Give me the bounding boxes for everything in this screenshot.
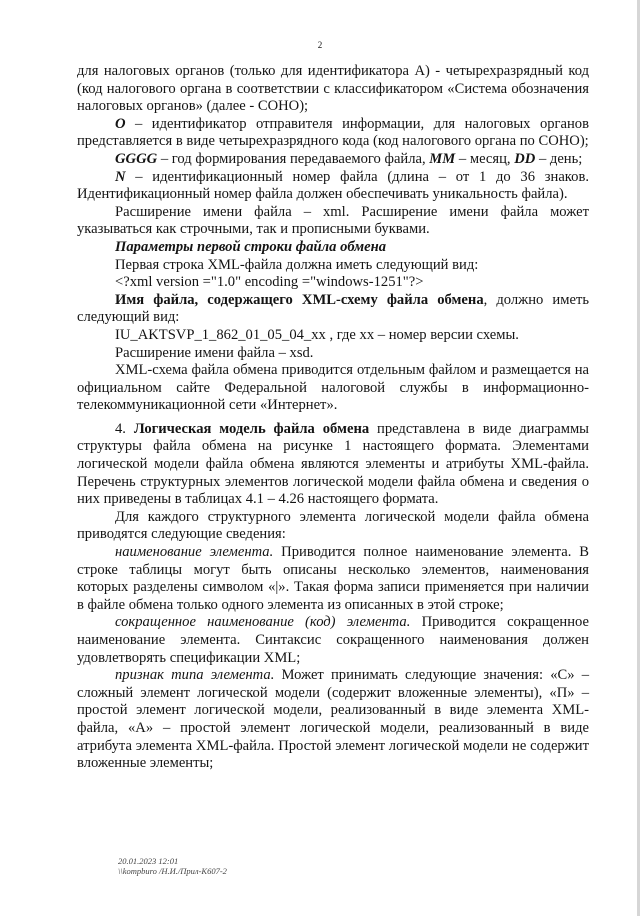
paragraph-15-text: Приводится сокращенное наименование элемента. Синтаксис сокращенного наименования должен удовлетворять спецификации XML; xyxy=(77,614,589,666)
schema-file-name: IU_AKTSVP_1_862_01_05_04_xx , где хх – номер версии схемы. xyxy=(115,326,519,343)
paragraph-16 xyxy=(77,667,589,773)
paragraph-14-text: Приводится полное наименование элемента. В строке таблицы могут быть описаны несколько элементов, наименования которых разделены символом «|». Такая форма записи применяется при наличии в файле обмена только одного элемента из описанных в этой строке; xyxy=(77,544,590,613)
paragraph-3-text-3: – день; xyxy=(535,150,583,167)
paragraph-3 xyxy=(77,151,589,169)
paragraph-14 xyxy=(77,544,589,614)
section-heading: Параметры первой строки файла обмена xyxy=(115,238,387,255)
paragraph-8 xyxy=(77,292,589,327)
code-n: N xyxy=(115,168,126,185)
element-name-term: наименование элемента. xyxy=(115,544,274,561)
document-body xyxy=(77,63,589,773)
print-footer xyxy=(118,856,227,876)
paragraph-3-text-2: – месяц, xyxy=(455,150,515,167)
paragraph-4 xyxy=(77,169,589,204)
footer-timestamp: 20.01.2023 12:01 xyxy=(118,856,179,866)
paragraph-6: Первая строка XML-файла должна иметь следующий вид: xyxy=(115,256,479,273)
paragraph-2-text: – идентификатор отправителя информации, для налоговых органов представляется в виде четырехразрядного кода (код налогового органа по СОНО); xyxy=(77,115,589,150)
paragraph-12-text: представлена в виде диаграммы структуры файла обмена на рисунке 1 настоящего формата. Элементами логической модели файла обмена являются элементы и атрибуты XML-файла. Перечень структурных элементов логической модели файла обмена и сведения о них приведены в таблицах 4.1 – 4.26 настоящего формата. xyxy=(77,420,589,508)
paragraph-3-text-1: – год формирования передаваемого файла, xyxy=(157,150,430,167)
paragraph-4-text: – идентификационный номер файла (длина – от 1 до 36 знаков. Идентификационный номер файла должен обеспечивать уникальность файла). xyxy=(77,168,589,203)
element-type-term: признак типа элемента. xyxy=(115,667,275,684)
section-number: 4. xyxy=(115,420,134,437)
schema-file-name-label: Имя файла, содержащего XML-схему файла обмена xyxy=(115,291,484,308)
logical-model-label: Логическая модель файла обмена xyxy=(133,420,370,437)
xml-declaration: <?xml version ="1.0" encoding ="windows-1251"?> xyxy=(115,274,424,291)
paragraph-1: для налоговых органов (только для идентификатора А) - четырехразрядный код (код налогового органа в соответствии с классификатором «Система обозначения налоговых органов» (далее - СОНО); xyxy=(77,63,589,115)
element-code-term: сокращенное наименование (код) элемента. xyxy=(115,614,411,631)
code-o: O xyxy=(115,115,126,132)
paragraph-16-text: Может принимать следующие значения: «С» – сложный элемент логической модели (содержит вложенные элементы), «П» – простой элемент логической модели, реализованный в виде элемента XML-файла, «А» – простой элемент логической модели, реализованный в виде атрибута элемента XML-файла. Простой элемент логической модели не содержит вложенные элементы; xyxy=(77,667,589,772)
code-mm: MM xyxy=(429,150,456,167)
paragraph-8-text: , должно иметь следующий вид: xyxy=(77,291,589,326)
page-number: 2 xyxy=(317,40,323,50)
paragraph-2 xyxy=(77,116,589,151)
paragraph-15 xyxy=(77,614,589,667)
paragraph-5: Расширение имени файла – xml. Расширение имени файла может указываться как строчными, так и прописными буквами. xyxy=(77,203,589,238)
code-dd: DD xyxy=(514,150,536,167)
footer-path: \\kompburo /Н.И./Прил-К607-2 xyxy=(118,866,227,876)
paragraph-13: Для каждого структурного элемента логической модели файла обмена приводятся следующие сведения: xyxy=(77,508,589,543)
paragraph-10: Расширение имени файла – xsd. xyxy=(115,344,314,361)
paragraph-12 xyxy=(77,421,589,509)
code-gggg: GGGG xyxy=(115,150,158,167)
paragraph-11: XML-схема файла обмена приводится отдельным файлом и размещается на официальном сайте Федеральной налоговой службы в информационно-телекоммуникационной сети «Интернет». xyxy=(77,362,589,414)
